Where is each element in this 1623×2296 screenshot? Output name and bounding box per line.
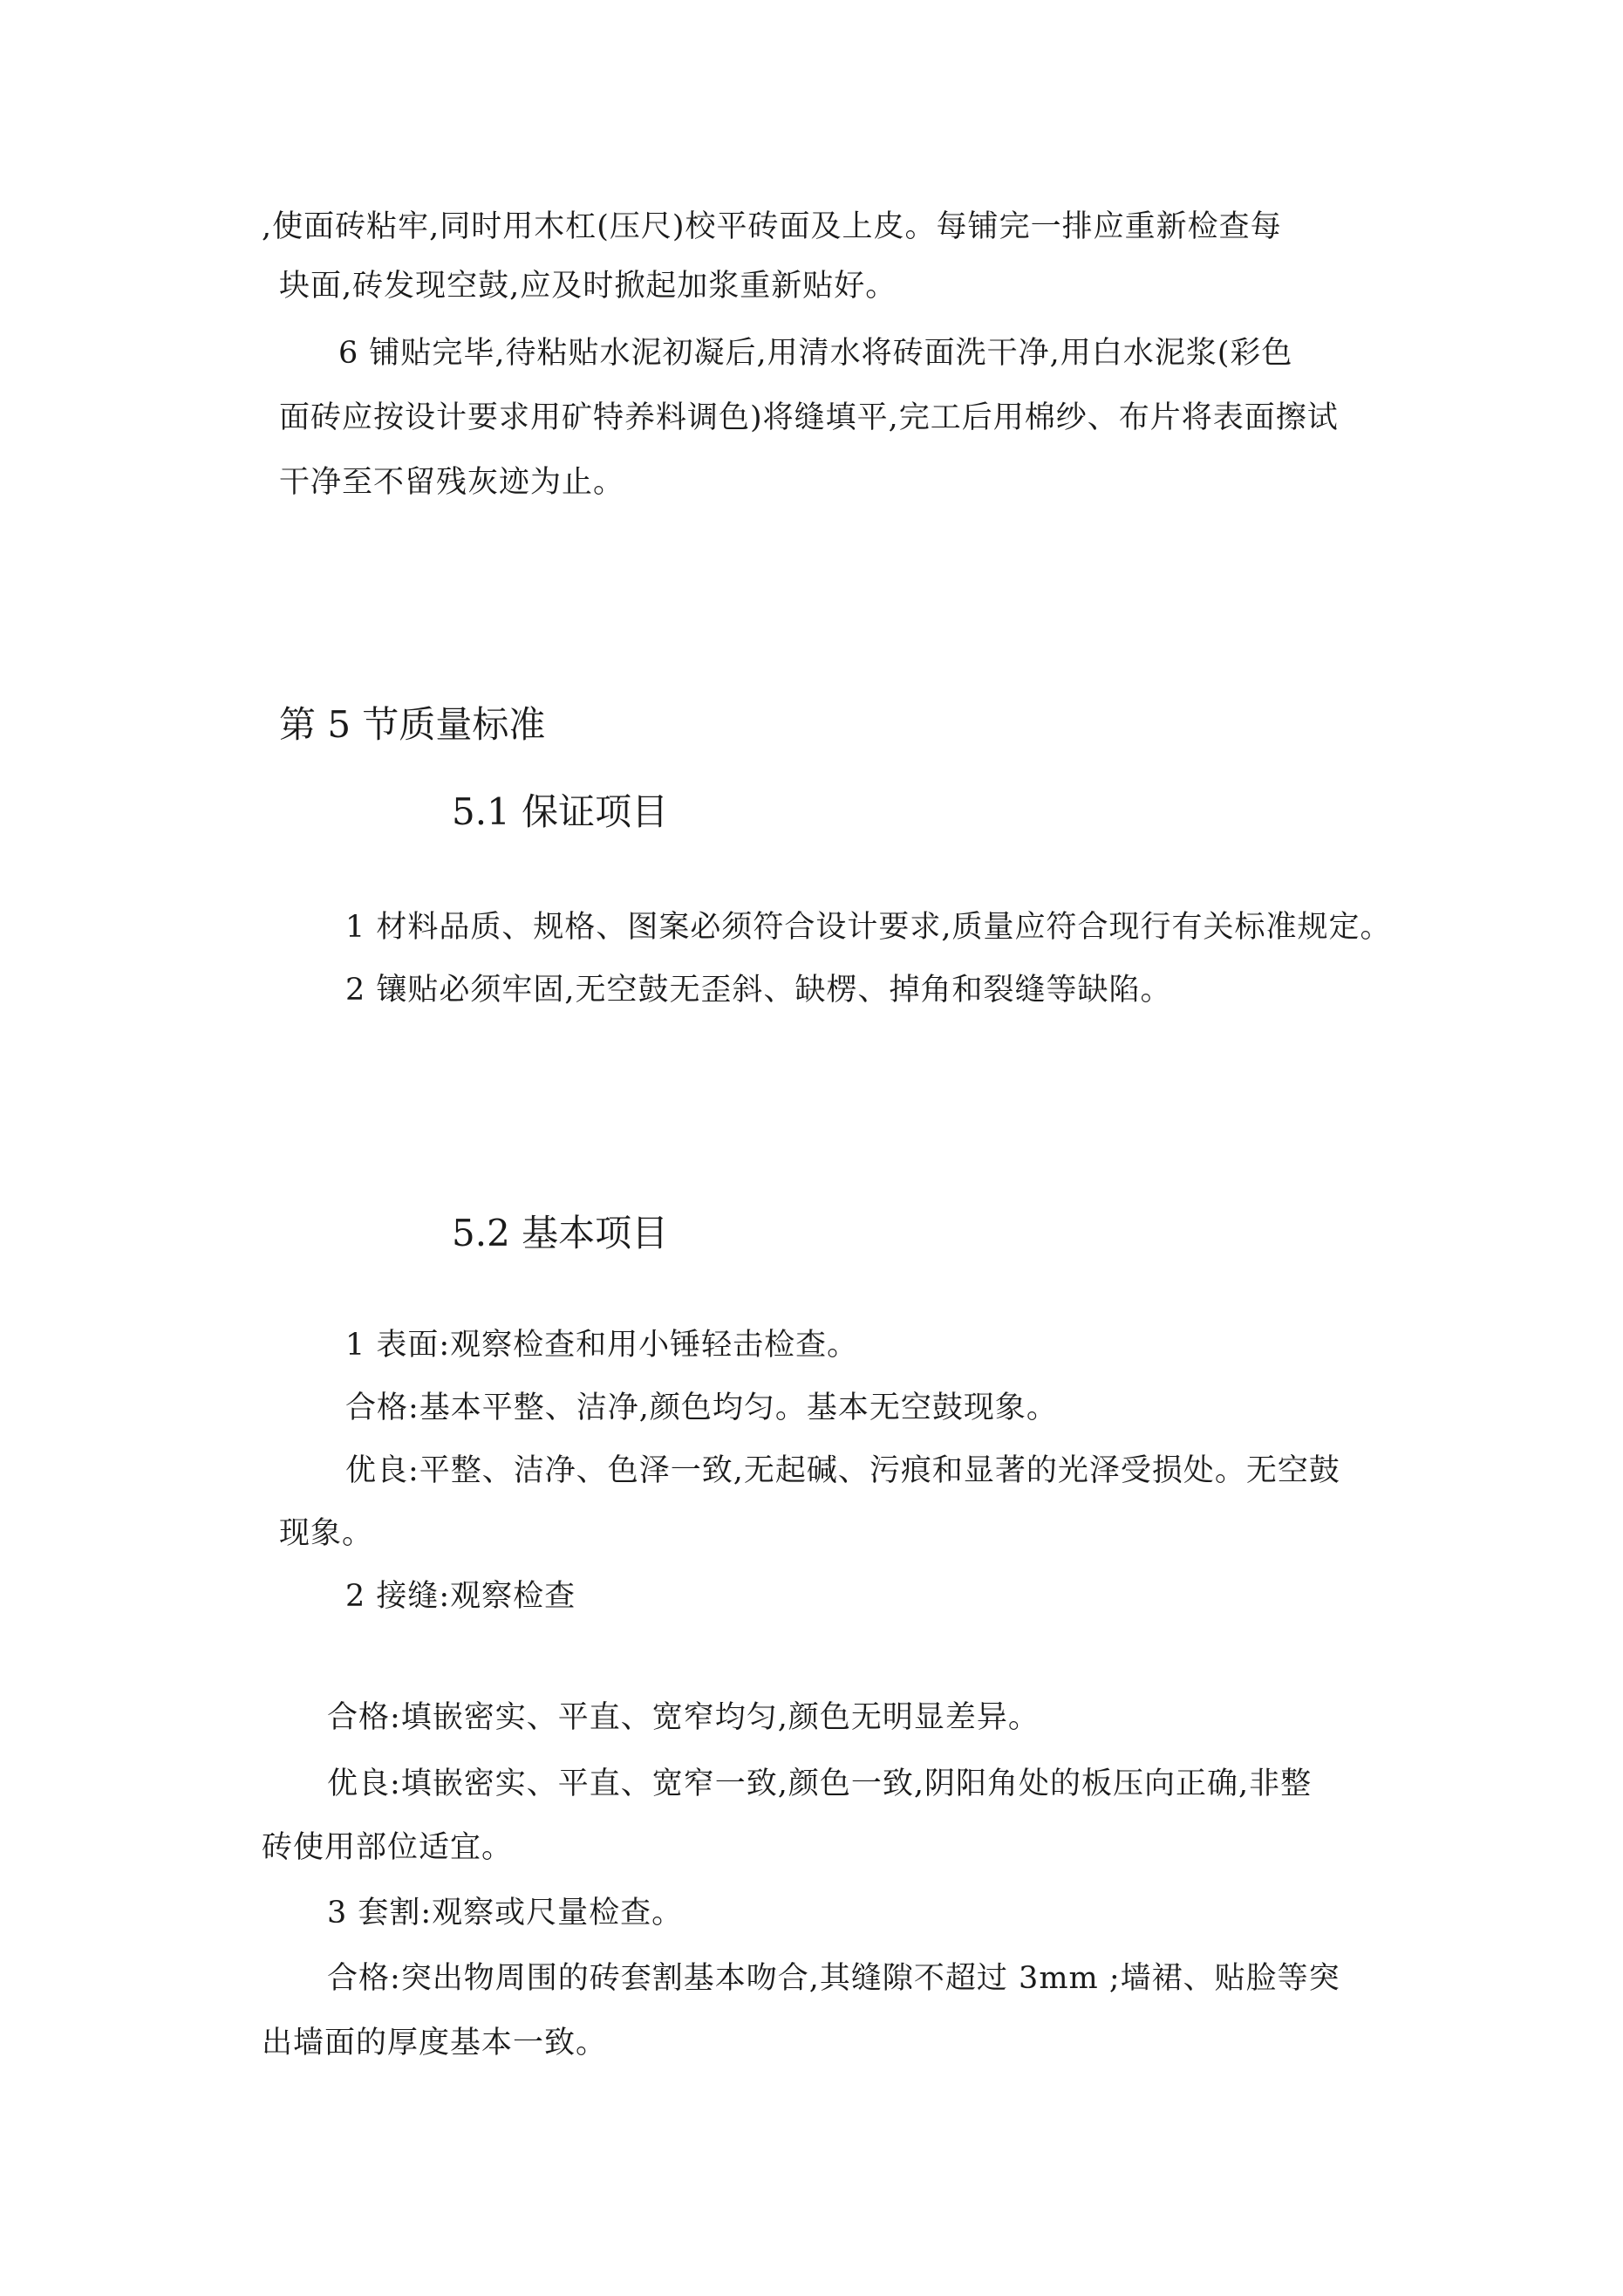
list-item: 优良:平整、洁净、色泽一致,无起碱、污痕和显著的光泽受损处。无空鼓 xyxy=(345,1453,1340,1488)
list-item: 出墙面的厚度基本一致。 xyxy=(262,2026,608,2060)
list-item: 3 套割:观察或尺量检查。 xyxy=(327,1896,684,1930)
list-item: 2 接缝:观察检查 xyxy=(345,1579,576,1614)
subsection-title: 5.1 保证项目 xyxy=(452,790,669,833)
list-item: 砖使用部位适宜。 xyxy=(262,1830,514,1865)
body-text-line: 干净至不留残灰迹为止。 xyxy=(279,465,625,500)
body-text-line: 6 铺贴完毕,待粘贴水泥初凝后,用清水将砖面洗干净,用白水泥浆(彩色 xyxy=(338,336,1293,371)
list-item: 1 材料品质、规格、图案必须符合设计要求,质量应符合现行有关标准规定。 xyxy=(345,910,1392,945)
list-item: 现象。 xyxy=(279,1516,374,1551)
body-text-line: 块面,砖发现空鼓,应及时掀起加浆重新贴好。 xyxy=(279,269,897,304)
body-text-line: ,使面砖粘牢,同时用木杠(压尺)校平砖面及上皮。每铺完一排应重新检查每 xyxy=(262,209,1282,244)
body-text-line: 面砖应按设计要求用矿特养料调色)将缝填平,完工后用棉纱、布片将表面擦试 xyxy=(279,400,1339,435)
list-item: 合格:基本平整、洁净,颜色均匀。基本无空鼓现象。 xyxy=(345,1391,1058,1425)
list-item: 合格:突出物周围的砖套割基本吻合,其缝隙不超过 3mm ;墙裙、贴脸等突 xyxy=(327,1961,1340,1996)
list-item: 合格:填嵌密实、平直、宽窄均匀,颜色无明显差异。 xyxy=(327,1700,1040,1735)
subsection-title: 5.2 基本项目 xyxy=(452,1212,669,1254)
list-item: 1 表面:观察检查和用小锤轻击检查。 xyxy=(345,1328,859,1363)
list-item: 2 镶贴必须牢固,无空鼓无歪斜、缺楞、掉角和裂缝等缺陷。 xyxy=(345,973,1172,1008)
list-item: 优良:填嵌密实、平直、宽窄一致,颜色一致,阴阳角处的板压向正确,非整 xyxy=(327,1766,1313,1801)
section-title: 第 5 节质量标准 xyxy=(279,703,546,746)
